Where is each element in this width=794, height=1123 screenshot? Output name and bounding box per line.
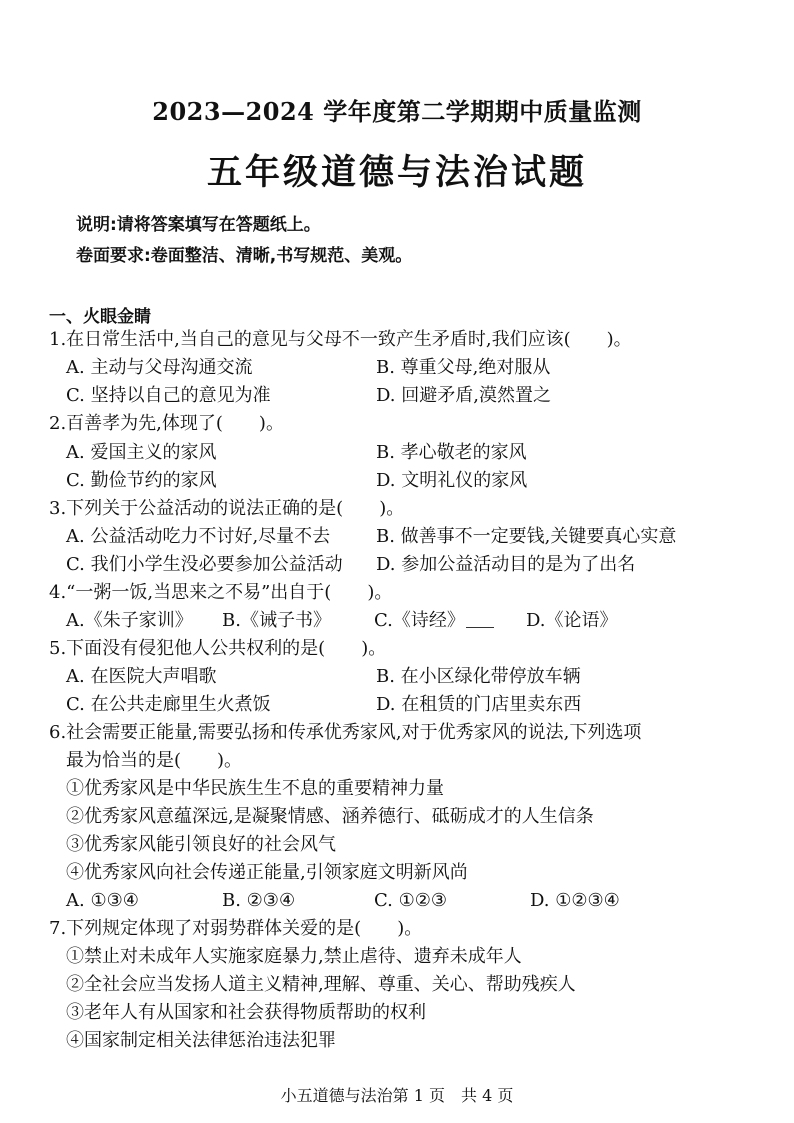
question-2-option-d: D. 文明礼仪的家风 <box>376 470 528 491</box>
question-2-option-c: C. 勤俭节约的家风 <box>66 470 217 491</box>
question-1-option-a: A. 主动与父母沟通交流 <box>66 357 253 378</box>
question-6-statement-4: ④优秀家风向社会传递正能量,引领家庭文明新风尚 <box>66 862 468 883</box>
question-4-stem: 4.“一粥一饭,当思来之不易”出自于( )。 <box>49 582 393 603</box>
question-2-option-b: B. 孝心敬老的家风 <box>376 442 527 463</box>
question-3-option-a: A. 公益活动吃力不讨好,尽量不去 <box>66 526 331 547</box>
question-1-option-d: D. 回避矛盾,漠然置之 <box>376 385 551 406</box>
question-5-option-b: B. 在小区绿化带停放车辆 <box>376 666 581 687</box>
exam-title: 五年级道德与法治试题 <box>206 152 587 193</box>
question-5-option-c: C. 在公共走廊里生火煮饭 <box>66 694 271 715</box>
answer-instruction: 说明:请将答案填写在答题纸上。 <box>76 215 321 235</box>
question-4-option-b: B.《诫子书》 <box>222 610 331 631</box>
question-6-option-c: C. ①②③ <box>374 890 447 911</box>
stray-dash-mark <box>466 627 494 628</box>
question-6-option-d: D. ①②③④ <box>530 890 620 911</box>
question-6-stem-line-2: 最为恰当的是( )。 <box>66 750 243 771</box>
question-6-statement-3: ③优秀家风能引领良好的社会风气 <box>66 834 336 855</box>
question-3-option-d: D. 参加公益活动目的是为了出名 <box>376 554 636 575</box>
question-5-option-a: A. 在医院大声唱歌 <box>66 666 217 687</box>
question-3-option-b: B. 做善事不一定要钱,关键要真心实意 <box>376 526 677 547</box>
question-4-option-a: A.《朱子家训》 <box>66 610 193 631</box>
question-2-option-a: A. 爱国主义的家风 <box>66 442 217 463</box>
question-7-stem: 7.下列规定体现了对弱势群体关爱的是( )。 <box>49 918 423 939</box>
question-2-stem: 2.百善孝为先,体现了( )。 <box>49 413 284 434</box>
question-1-option-c: C. 坚持以自己的意见为准 <box>66 385 271 406</box>
question-7-statement-3: ③老年人有从国家和社会获得物质帮助的权利 <box>66 1002 426 1023</box>
question-6-statement-1: ①优秀家风是中华民族生生不息的重要精神力量 <box>66 778 444 799</box>
question-3-stem: 3.下列关于公益活动的说法正确的是( )。 <box>49 498 405 519</box>
question-1-option-b: B. 尊重父母,绝对服从 <box>376 357 551 378</box>
question-4-option-d: D.《论语》 <box>526 610 618 631</box>
question-7-statement-2: ②全社会应当发扬人道主义精神,理解、尊重、关心、帮助残疾人 <box>66 974 576 995</box>
question-7-statement-4: ④国家制定相关法律惩治违法犯罪 <box>66 1030 336 1051</box>
question-6-option-a: A. ①③④ <box>66 890 139 911</box>
question-5-stem: 5.下面没有侵犯他人公共权利的是( )。 <box>49 638 387 659</box>
question-6-stem-line-1: 6.社会需要正能量,需要弘扬和传承优秀家风,对于优秀家风的说法,下列选项 <box>49 722 642 743</box>
question-7-statement-1: ①禁止对未成年人实施家庭暴力,禁止虐待、遗弃未成年人 <box>66 946 522 967</box>
page-footer: 小五道德与法治第 1 页 共 4 页 <box>280 1086 514 1105</box>
question-3-option-c: C. 我们小学生没必要参加公益活动 <box>66 554 343 575</box>
exam-term-heading: 2023—2024 学年度第二学期期中质量监测 <box>152 97 642 126</box>
section-heading: 一、火眼金睛 <box>49 307 151 327</box>
question-1-stem: 1.在日常生活中,当自己的意见与父母不一致产生矛盾时,我们应该( )。 <box>49 329 632 350</box>
question-6-statement-2: ②优秀家风意蕴深远,是凝聚情感、涵养德行、砥砺成才的人生信条 <box>66 806 594 827</box>
neatness-requirement: 卷面要求:卷面整洁、清晰,书写规范、美观。 <box>76 246 413 266</box>
question-6-option-b: B. ②③④ <box>222 890 296 911</box>
question-4-option-c: C.《诗经》 <box>374 610 465 631</box>
question-5-option-d: D. 在租赁的门店里卖东西 <box>376 694 582 715</box>
